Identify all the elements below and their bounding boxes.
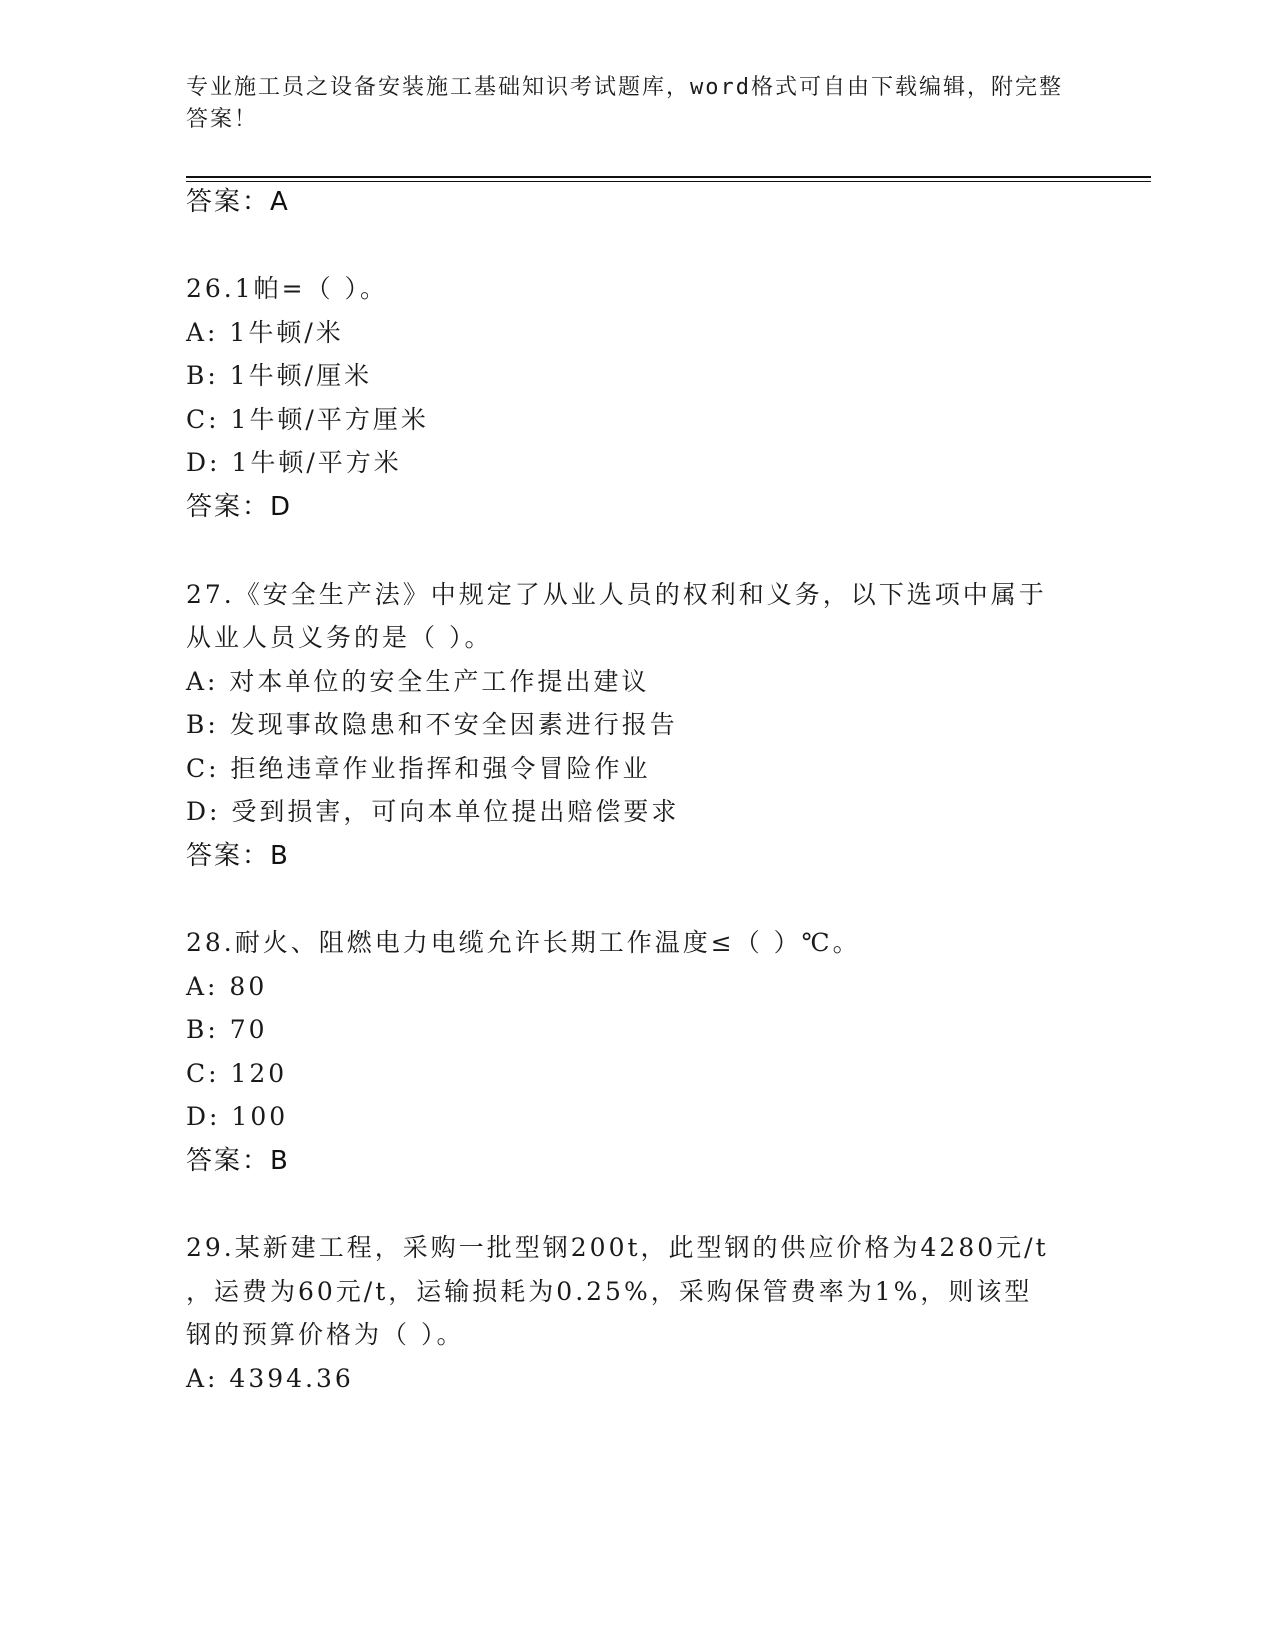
question-stem: 27.《安全生产法》中规定了从业人员的权利和义务，以下选项中属于 xyxy=(186,580,1047,609)
question-stem-continued: 从业人员义务的是（ ）。 xyxy=(186,623,493,652)
question-stem-continued: ，运费为60元/t，运输损耗为0.25%，采购保管费率为1%，则该型 xyxy=(186,1277,1033,1306)
option-c: C: 120 xyxy=(186,1059,288,1088)
option-b: B: 70 xyxy=(186,1015,268,1044)
header-divider-thin xyxy=(186,181,1151,182)
option-b: B: 发现事故隐患和不安全因素进行报告 xyxy=(186,710,678,739)
option-a: A: 对本单位的安全生产工作提出建议 xyxy=(186,667,650,696)
option-a: A: 1牛顿/米 xyxy=(186,318,344,347)
answer-line: 答案：D xyxy=(186,492,293,522)
answer-line: 答案：B xyxy=(186,1146,290,1176)
answer-line: 答案：A xyxy=(186,187,290,217)
option-a: A: 80 xyxy=(186,972,268,1001)
question-stem: 28.耐火、阻燃电力电缆允许长期工作温度≤（ ）℃。 xyxy=(186,928,861,957)
answer-line: 答案：B xyxy=(186,841,290,871)
question-stem: 29.某新建工程，采购一批型钢200t，此型钢的供应价格为4280元/t xyxy=(186,1233,1049,1262)
option-a: A: 4394.36 xyxy=(186,1364,354,1393)
option-c: C: 1牛顿/平方厘米 xyxy=(186,405,429,434)
option-b: B: 1牛顿/厘米 xyxy=(186,361,373,390)
page-header-text: 专业施工员之设备安装施工基础知识考试题库，word格式可自由下载编辑，附完整答案！ xyxy=(186,75,1063,132)
header-divider xyxy=(186,176,1151,178)
option-d: D: 100 xyxy=(186,1102,289,1131)
question-stem-continued: 钢的预算价格为（ ）。 xyxy=(186,1320,465,1349)
option-d: D: 受到损害，可向本单位提出赔偿要求 xyxy=(186,797,680,826)
option-c: C: 拒绝违章作业指挥和强令冒险作业 xyxy=(186,754,651,783)
question-stem: 26.1帕=（ ）。 xyxy=(186,274,389,303)
option-d: D: 1牛顿/平方米 xyxy=(186,448,402,477)
